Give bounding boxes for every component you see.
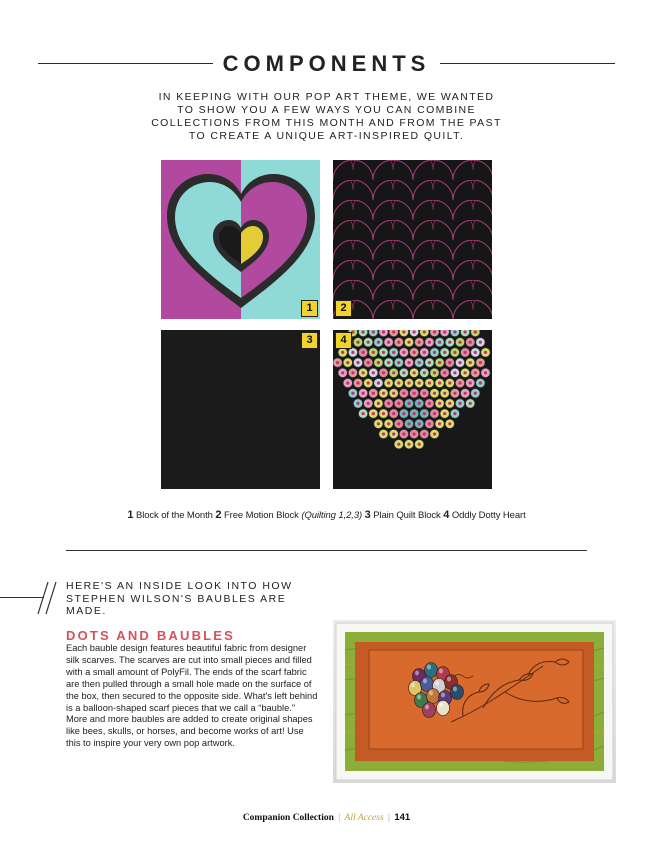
double-slash-icon [36, 581, 60, 615]
body-text: Each bauble design features beautiful fabric from designer silk scarves. The scarves are cut into small pieces and filled with a small amount of PolyFil. The ends of the scarf fabric are then pulled through a small hole made on the surface of the box, then secured to the opposite side. What's left behind is a balloon-shaped scarf pieces that we call a “bauble.” More and more baubles are added to create original shapes like bees, skulls, or horses, and become works of art! Use this to inspire your very own pop artwork. [66, 643, 318, 749]
page-number: 141 [394, 812, 411, 823]
photo-caption [0, 509, 653, 521]
footer-separator: | [388, 813, 390, 823]
footer-section: All Access [344, 813, 384, 823]
footer-brand: Companion Collection [242, 813, 334, 823]
photo-number-badge: 4 [335, 332, 352, 349]
photo-dotty-heart [333, 330, 492, 489]
caption-text: Free Motion Block [223, 510, 299, 521]
photo-free-motion-block [333, 160, 492, 319]
intro-text: IN KEEPING WITH OUR POP ART THEME, WE WANTED TO SHOW YOU A FEW WAYS YOU CAN COMBINE COLLECTIONS FROM THIS MONTH AND FROM THE PAST TO CREATE A UNIQUE ART-INSPIRED QUILT. [151, 91, 502, 142]
caption-text: Oddly Dotty Heart [451, 510, 526, 521]
photo-bauble-artwork [333, 620, 616, 783]
caption-number: 3 [364, 509, 371, 521]
photo-heart-block [161, 160, 320, 319]
caption-number: 2 [215, 509, 222, 521]
footer-separator: | [338, 813, 341, 823]
caption-number: 1 [127, 509, 134, 521]
photo-number-badge: 2 [335, 300, 352, 317]
section-divider [66, 550, 587, 551]
caption-text: Plain Quilt Block [373, 510, 441, 521]
caption-text: Block of the Month [135, 510, 213, 521]
photo-number-badge: 1 [301, 300, 318, 317]
kicker-text: HERE'S AN INSIDE LOOK INTO HOW STEPHEN WILSON'S BAUBLES ARE MADE. [66, 580, 293, 617]
section-subhead: DOTS AND BAUBLES [66, 628, 236, 643]
photo-plain-quilt-block [161, 330, 320, 489]
caption-number: 4 [443, 509, 450, 521]
caption-italic: (Quilting 1,2,3) [301, 510, 363, 521]
page-footer [0, 812, 653, 823]
photo-number-badge: 3 [301, 332, 318, 349]
page-title: COMPONENTS [222, 51, 431, 76]
